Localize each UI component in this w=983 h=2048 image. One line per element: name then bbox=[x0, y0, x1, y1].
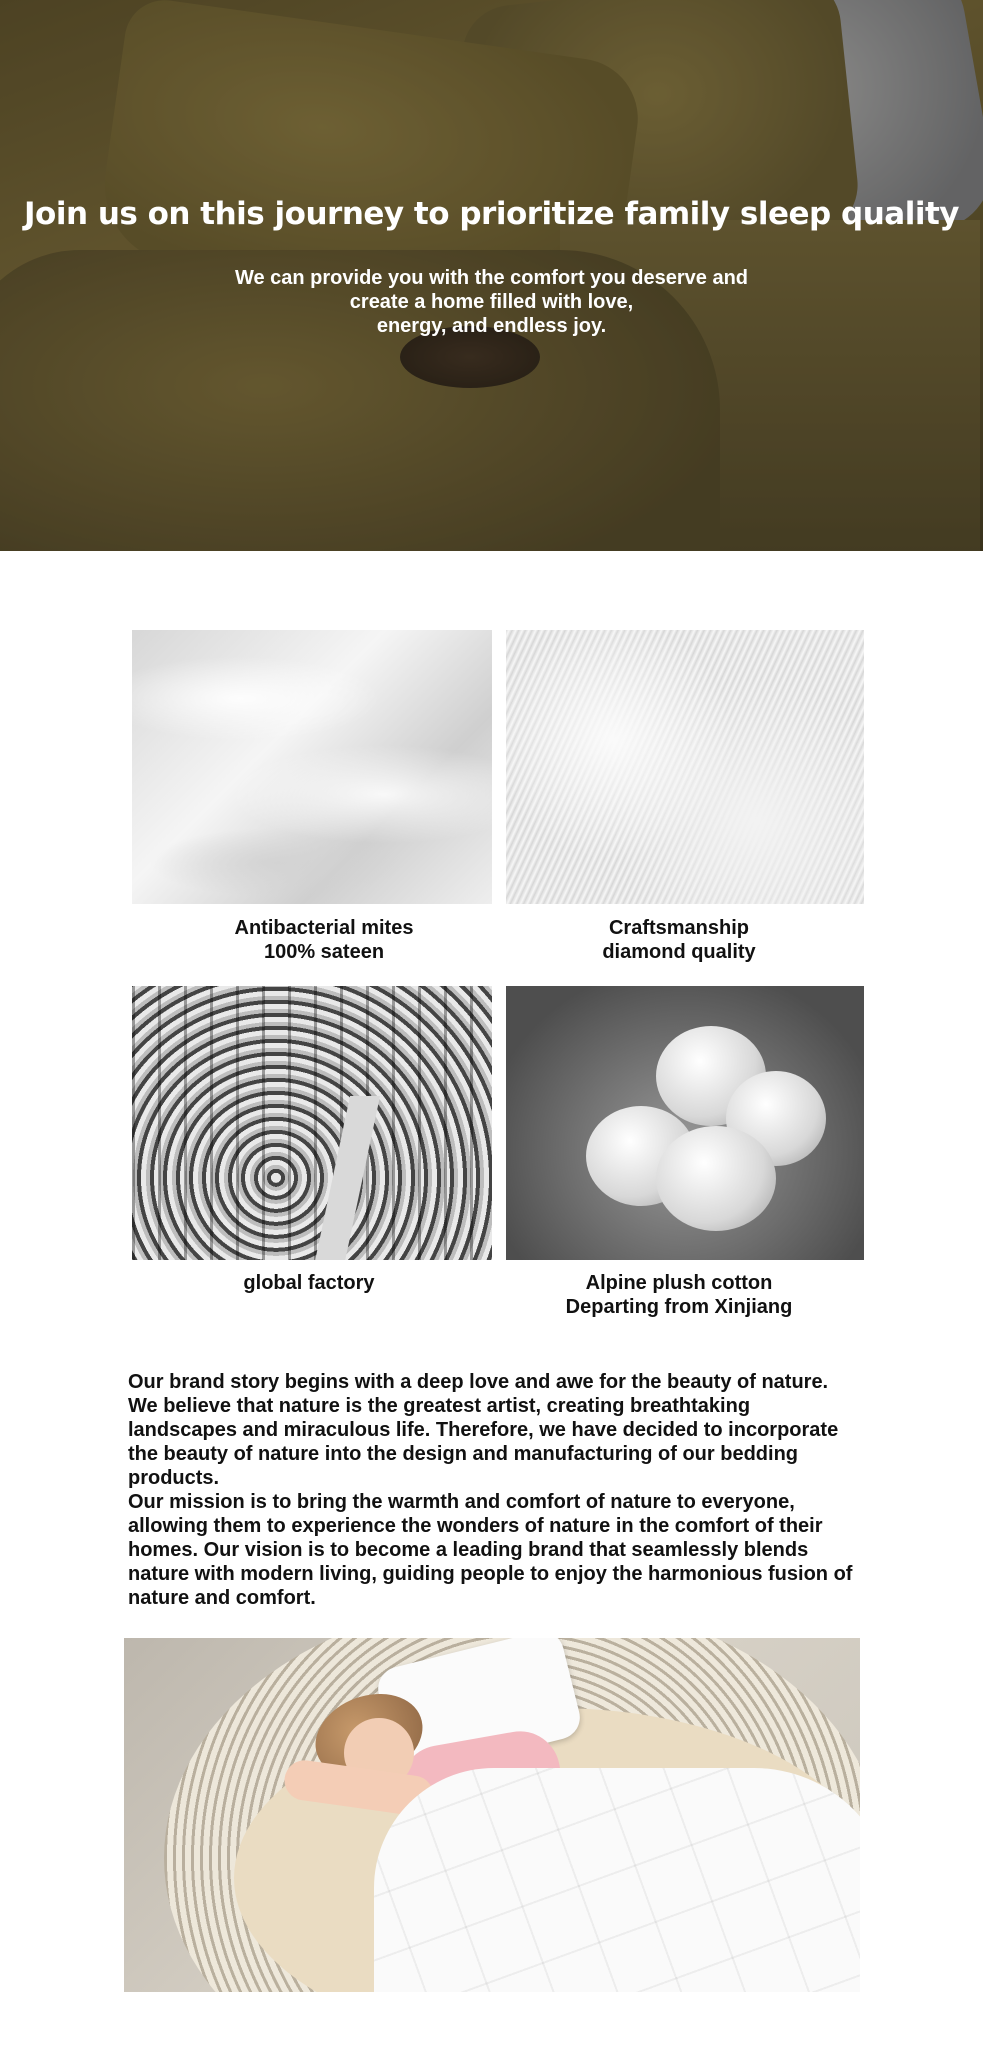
satin-fabric-image bbox=[132, 630, 492, 904]
woman-sleeping-image bbox=[124, 1638, 860, 1992]
feature-line: Alpine plush cotton bbox=[585, 1272, 773, 1294]
feature-caption-craftsmanship bbox=[506, 916, 852, 964]
feature-line: Departing from Xinjiang bbox=[565, 1296, 793, 1318]
hero-title: Join us on this journey to prioritize family sleep quality bbox=[24, 196, 959, 232]
white-down-quilt bbox=[374, 1768, 860, 1992]
hero-subtitle-line: energy, and endless joy. bbox=[376, 315, 607, 337]
hero-subtitle bbox=[0, 266, 983, 338]
feature-caption-factory bbox=[132, 1271, 486, 1295]
cotton-boll-image bbox=[506, 986, 864, 1260]
cotton-boll bbox=[656, 1126, 776, 1231]
feature-line: Craftsmanship bbox=[608, 917, 750, 939]
hero-banner bbox=[0, 0, 983, 551]
feature-line: global factory bbox=[243, 1272, 375, 1294]
brand-story-paragraph: Our brand story begins with a deep love and awe for the beauty of nature. We believe that nature is the greatest artist, creating breathtaking landscapes and miraculous life. Therefore, we have decided to incorporate the beauty of nature into the design and manufacturing of our bedding products. bbox=[128, 1371, 839, 1489]
factory-aisle bbox=[314, 1096, 380, 1260]
feature-line: Antibacterial mites bbox=[234, 917, 414, 939]
factory-workers-image bbox=[132, 986, 492, 1260]
feature-line: diamond quality bbox=[602, 941, 756, 963]
feature-caption-sateen bbox=[132, 916, 516, 964]
feather-down-image bbox=[506, 630, 864, 904]
brand-mission-paragraph: Our mission is to bring the warmth and comfort of nature to everyone, allowing them to experience the wonders of nature in the comfort of their homes. Our vision is to become a leading brand that seamlessly blends nature with modern living, guiding people to enjoy the harmonious fusion of nature and comfort. bbox=[128, 1491, 853, 1609]
feature-caption-cotton bbox=[506, 1271, 852, 1319]
hero-subtitle-line: create a home filled with love, bbox=[349, 291, 634, 313]
hero-subtitle-line: We can provide you with the comfort you deserve and bbox=[234, 267, 749, 289]
feature-line: 100% sateen bbox=[263, 941, 385, 963]
